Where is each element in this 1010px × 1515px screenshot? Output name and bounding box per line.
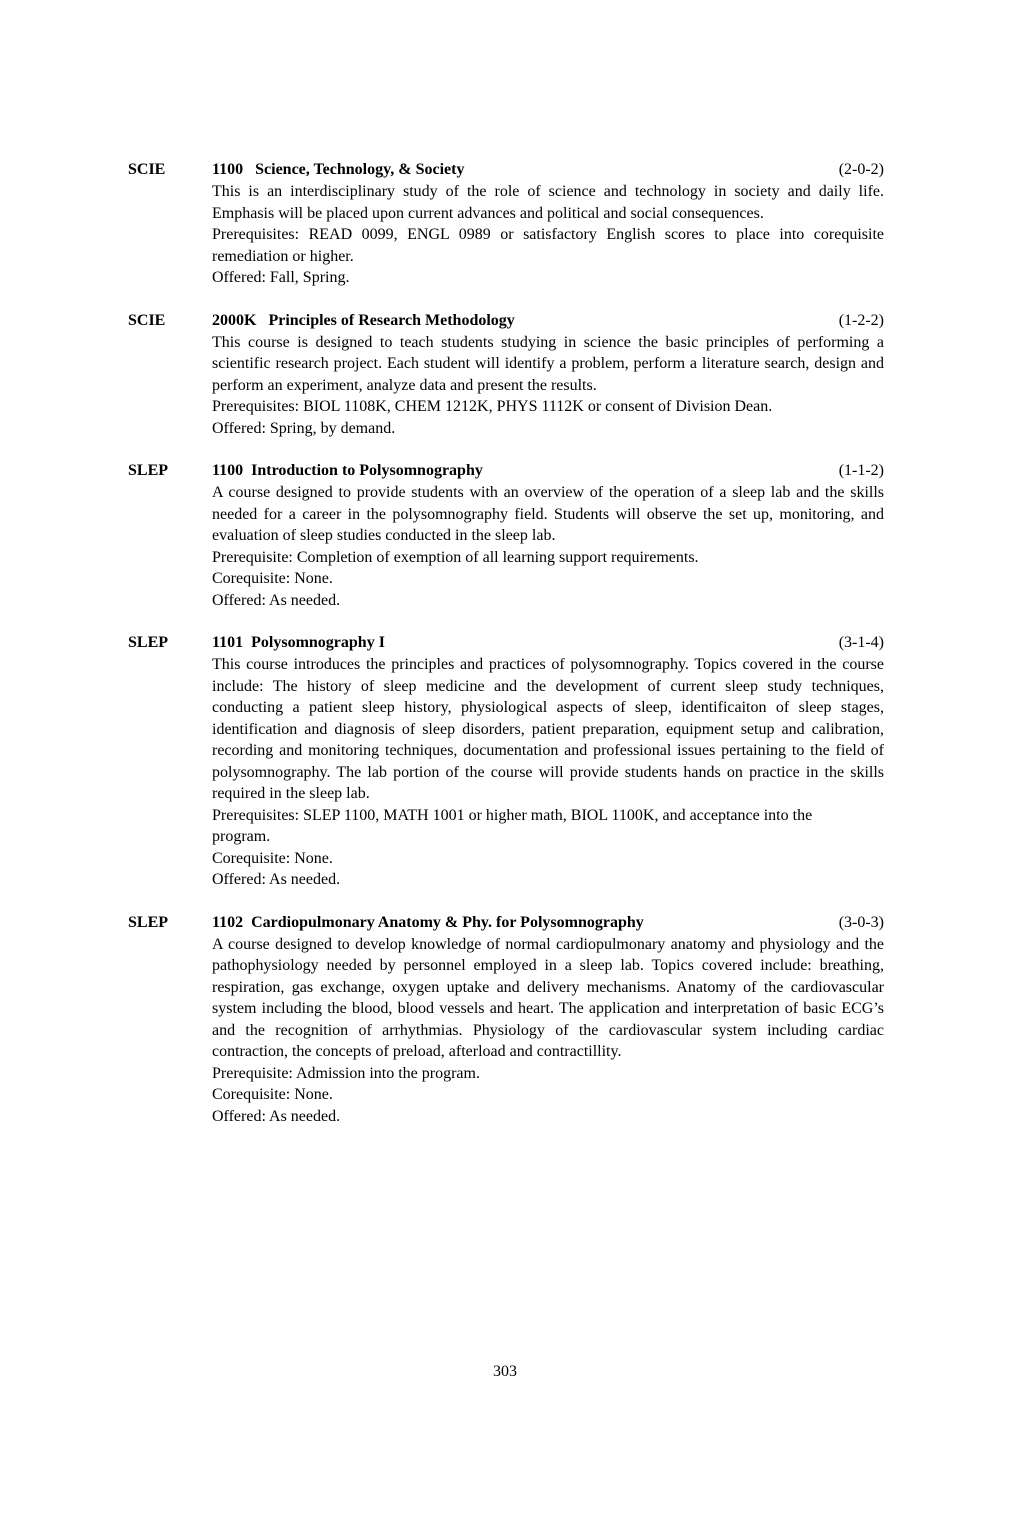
course-entry-slep-1101 [128, 632, 884, 891]
course-prerequisites: Prerequisites: READ 0099, ENGL 0989 or satisfactory English scores to place into corequisite remediation or higher. [212, 226, 884, 265]
course-corequisite: Corequisite: None. [212, 1086, 333, 1103]
course-title: 1100 Introduction to Polysomnography [212, 462, 483, 479]
course-body [212, 654, 884, 891]
course-prerequisites: Prerequisite: Completion of exemption of all learning support requirements. [212, 548, 699, 566]
course-prerequisites: Prerequisite: Admission into the program. [212, 1064, 480, 1082]
course-header [128, 310, 884, 332]
course-entry-scie-1100 [128, 159, 884, 289]
course-title: 1100 Science, Technology, & Society [212, 161, 465, 178]
course-title: 2000K Principles of Research Methodology [212, 311, 515, 329]
course-body [212, 332, 884, 440]
course-description: This course is designed to teach students studying in science the basic principles of performing a scientific research project. Each student will identify a problem, perform a literature search, design and perform an experiment, analyze data and present the results. [212, 333, 884, 394]
course-body [212, 482, 884, 611]
course-credit-hours: (3-0-3) [838, 913, 884, 931]
course-title: 1102 Cardiopulmonary Anatomy & Phy. for Polysomnography [212, 913, 644, 931]
course-prerequisites: Prerequisites: SLEP 1100, MATH 1001 or higher math, BIOL 1100K, and acceptance into the program. [212, 806, 813, 845]
course-catalog [128, 159, 884, 1148]
course-prefix: SCIE [128, 161, 166, 178]
course-corequisite: Corequisite: None. [212, 570, 333, 587]
course-description: A course designed to develop knowledge of normal cardiopulmonary anatomy and physiology and the pathophysiology needed by personnel employed in a sleep lab. Topics covered include: breathing, respiration, gas exchange, oxygen uptake and delivery mechanisms. Anatomy of the cardiovascular system including the blood, blood vessels and heart. The application and interpretation of basic ECG’s and the recognition of arrhythmias. Physiology of the cardiovascular system including cardiac contraction, the concepts of preload, afterload and contractillity. [212, 935, 884, 1060]
course-header [128, 159, 884, 181]
course-header [128, 460, 884, 482]
course-credit-hours: (1-2-2) [838, 311, 884, 329]
course-entry-slep-1100 [128, 460, 884, 611]
course-offered: Offered: Spring, by demand. [212, 419, 396, 437]
course-prerequisites: Prerequisites: BIOL 1108K, CHEM 1212K, PHYS 1112K or consent of Division Dean. [212, 398, 773, 415]
course-corequisite: Corequisite: None. [212, 849, 333, 867]
course-offered: Offered: As needed. [212, 591, 341, 609]
course-description: A course designed to provide students with an overview of the operation of a sleep lab and the skills needed for a career in the polysomnography field. Students will observe the set up, monitoring, and evaluation of sleep studies conducted in the sleep lab. [212, 484, 884, 544]
course-header [128, 912, 884, 934]
course-prefix: SLEP [128, 462, 169, 479]
course-offered: Offered: As needed. [212, 1107, 341, 1125]
course-entry-scie-2000k [128, 310, 884, 440]
course-header [128, 632, 884, 654]
course-prefix: SLEP [128, 634, 169, 651]
course-credit-hours: (3-1-4) [838, 634, 884, 651]
course-body [212, 934, 884, 1128]
course-credit-hours: (2-0-2) [838, 161, 884, 178]
course-offered: Offered: Fall, Spring. [212, 269, 350, 286]
course-body [212, 181, 884, 289]
course-prefix: SCIE [128, 311, 166, 329]
course-description: This course introduces the principles and practices of polysomnography. Topics covered in the course include: The history of sleep medicine and the development of current sleep study techniques, conducting a patient sleep history, physiological aspects of sleep, identificaiton of sleep stages, identification and diagnosis of sleep disorders, patient preparation, equipment setup and calibration, recording and monitoring techniques, documentation and professional issues pertaining to the field of polysomnography. The lab portion of the course will provide students hands on practice in the skills required in the sleep lab. [212, 656, 884, 802]
course-credit-hours: (1-1-2) [838, 462, 884, 479]
page-number: 303 [493, 1363, 517, 1380]
course-title: 1101 Polysomnography I [212, 634, 385, 651]
course-prefix: SLEP [128, 913, 169, 931]
course-offered: Offered: As needed. [212, 871, 341, 888]
course-entry-slep-1102 [128, 912, 884, 1128]
course-description: This is an interdisciplinary study of the role of science and technology in society and daily life. Emphasis will be placed upon current advances and political and social consequences. [212, 183, 884, 222]
